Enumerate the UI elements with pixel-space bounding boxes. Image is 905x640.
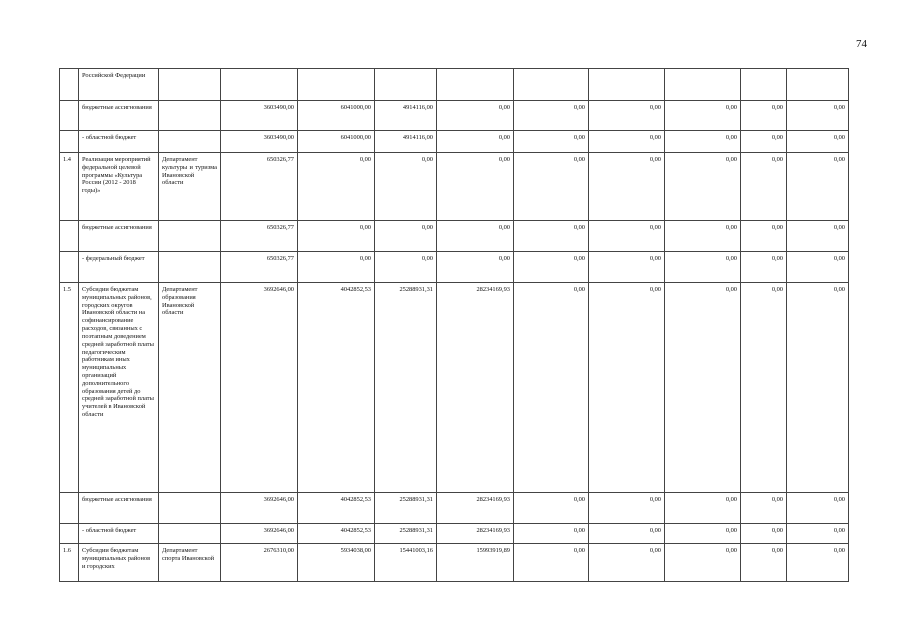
- amount-cell: 0,00: [741, 252, 787, 283]
- amount-cell: 25288931,31: [375, 524, 437, 544]
- amount-cell: 0,00: [665, 524, 741, 544]
- amount-cell: 0,00: [589, 131, 665, 153]
- amount-cell: 0,00: [665, 153, 741, 221]
- amount-cell: [298, 69, 375, 101]
- amount-cell: 650326,77: [221, 221, 298, 252]
- amount-cell: 0,00: [787, 524, 849, 544]
- amount-cell: 0,00: [665, 493, 741, 524]
- amount-cell: 0,00: [787, 101, 849, 131]
- amount-cell: 0,00: [298, 221, 375, 252]
- amount-cell: 0,00: [665, 221, 741, 252]
- table-body: [60, 69, 849, 582]
- activity-name-cell: Субсидии бюджетам муниципальных районов, городских округов Ивановской области на софинансирование расходов, связанных с поэтапным доведением средней заработной платы педагогическим работникам иных муниципальных организаций дополнительного образования детей до средней заработной платы учителей в Ивановской области: [79, 283, 159, 493]
- amount-cell: 15441003,16: [375, 544, 437, 582]
- amount-cell: 0,00: [589, 221, 665, 252]
- executor-cell: [159, 252, 221, 283]
- amount-cell: [665, 69, 741, 101]
- amount-cell: 0,00: [437, 252, 514, 283]
- amount-cell: [221, 69, 298, 101]
- amount-cell: 0,00: [298, 153, 375, 221]
- amount-cell: 0,00: [665, 252, 741, 283]
- amount-cell: 0,00: [741, 524, 787, 544]
- amount-cell: 3603490,00: [221, 101, 298, 131]
- amount-cell: 0,00: [589, 252, 665, 283]
- amount-cell: 3603490,00: [221, 131, 298, 153]
- amount-cell: [589, 69, 665, 101]
- amount-cell: 0,00: [741, 493, 787, 524]
- table-row: [60, 221, 849, 252]
- amount-cell: 0,00: [589, 153, 665, 221]
- amount-cell: 0,00: [514, 101, 589, 131]
- amount-cell: 0,00: [741, 221, 787, 252]
- amount-cell: 4042852,53: [298, 283, 375, 493]
- amount-cell: 0,00: [741, 544, 787, 582]
- amount-cell: 6041000,00: [298, 131, 375, 153]
- row-number-cell: [60, 493, 79, 524]
- row-number-cell: [60, 524, 79, 544]
- row-number-cell: 1.4: [60, 153, 79, 221]
- amount-cell: [741, 69, 787, 101]
- amount-cell: 0,00: [665, 101, 741, 131]
- activity-name-cell: бюджетные ассигнования: [79, 101, 159, 131]
- amount-cell: 2676310,00: [221, 544, 298, 582]
- activity-name-cell: - федеральный бюджет: [79, 252, 159, 283]
- amount-cell: 5934038,00: [298, 544, 375, 582]
- amount-cell: 0,00: [589, 524, 665, 544]
- activity-name-cell: - областной бюджет: [79, 524, 159, 544]
- amount-cell: [375, 69, 437, 101]
- amount-cell: 0,00: [375, 252, 437, 283]
- amount-cell: 0,00: [787, 283, 849, 493]
- amount-cell: 0,00: [437, 221, 514, 252]
- amount-cell: 650326,77: [221, 252, 298, 283]
- amount-cell: 6041000,00: [298, 101, 375, 131]
- row-number-cell: [60, 69, 79, 101]
- amount-cell: 0,00: [787, 153, 849, 221]
- executor-cell: Департамент культуры и туризма Ивановской области: [159, 153, 221, 221]
- amount-cell: [787, 69, 849, 101]
- amount-cell: 3692646,00: [221, 524, 298, 544]
- row-number-cell: [60, 131, 79, 153]
- amount-cell: 0,00: [787, 221, 849, 252]
- table-row: [60, 283, 849, 493]
- amount-cell: 0,00: [787, 252, 849, 283]
- amount-cell: [437, 69, 514, 101]
- executor-cell: [159, 524, 221, 544]
- table-row: [60, 153, 849, 221]
- amount-cell: 28234169,93: [437, 524, 514, 544]
- activity-name-cell: - областной бюджет: [79, 131, 159, 153]
- amount-cell: 0,00: [589, 493, 665, 524]
- row-number-cell: [60, 252, 79, 283]
- amount-cell: 0,00: [589, 544, 665, 582]
- amount-cell: 0,00: [514, 493, 589, 524]
- amount-cell: 0,00: [514, 252, 589, 283]
- row-number-cell: [60, 221, 79, 252]
- amount-cell: 0,00: [514, 544, 589, 582]
- amount-cell: 0,00: [665, 283, 741, 493]
- row-number-cell: 1.6: [60, 544, 79, 582]
- amount-cell: 0,00: [514, 153, 589, 221]
- amount-cell: 0,00: [787, 544, 849, 582]
- executor-cell: Департамент образования Ивановской области: [159, 283, 221, 493]
- budget-table: [59, 68, 849, 582]
- executor-cell: [159, 221, 221, 252]
- row-number-cell: 1.5: [60, 283, 79, 493]
- amount-cell: 0,00: [741, 283, 787, 493]
- activity-name-cell: бюджетные ассигнования: [79, 221, 159, 252]
- amount-cell: 0,00: [787, 493, 849, 524]
- amount-cell: 3692646,00: [221, 283, 298, 493]
- amount-cell: 0,00: [665, 131, 741, 153]
- activity-name-cell: Реализация мероприятий федеральной целевой программы «Культура России (2012 - 2018 годы)»: [79, 153, 159, 221]
- amount-cell: 4914116,00: [375, 101, 437, 131]
- amount-cell: 25288931,31: [375, 493, 437, 524]
- table-row: [60, 544, 849, 582]
- activity-name-cell: Российской Федерации: [79, 69, 159, 101]
- amount-cell: 0,00: [514, 283, 589, 493]
- amount-cell: 0,00: [514, 221, 589, 252]
- amount-cell: 4914116,00: [375, 131, 437, 153]
- amount-cell: 0,00: [787, 131, 849, 153]
- executor-cell: [159, 69, 221, 101]
- amount-cell: 28234169,93: [437, 283, 514, 493]
- amount-cell: 0,00: [589, 283, 665, 493]
- amount-cell: 0,00: [741, 131, 787, 153]
- amount-cell: 0,00: [741, 153, 787, 221]
- amount-cell: 3692646,00: [221, 493, 298, 524]
- amount-cell: 15993919,89: [437, 544, 514, 582]
- executor-cell: [159, 493, 221, 524]
- table-row: [60, 493, 849, 524]
- table-row: [60, 252, 849, 283]
- amount-cell: 28234169,93: [437, 493, 514, 524]
- amount-cell: [514, 69, 589, 101]
- amount-cell: 0,00: [437, 153, 514, 221]
- amount-cell: 0,00: [375, 153, 437, 221]
- table-row: [60, 69, 849, 101]
- amount-cell: 650326,77: [221, 153, 298, 221]
- activity-name-cell: Субсидии бюджетам муниципальных районов и городских: [79, 544, 159, 582]
- amount-cell: 25288931,31: [375, 283, 437, 493]
- amount-cell: 0,00: [298, 252, 375, 283]
- row-number-cell: [60, 101, 79, 131]
- page-number: 74: [856, 38, 867, 50]
- table-row: [60, 101, 849, 131]
- amount-cell: 4042852,53: [298, 524, 375, 544]
- table-row: [60, 131, 849, 153]
- amount-cell: 0,00: [665, 544, 741, 582]
- executor-cell: [159, 101, 221, 131]
- table-row: [60, 524, 849, 544]
- amount-cell: 0,00: [437, 101, 514, 131]
- activity-name-cell: бюджетные ассигнования: [79, 493, 159, 524]
- amount-cell: 0,00: [514, 524, 589, 544]
- amount-cell: 0,00: [514, 131, 589, 153]
- executor-cell: [159, 131, 221, 153]
- amount-cell: 0,00: [375, 221, 437, 252]
- amount-cell: 0,00: [589, 101, 665, 131]
- executor-cell: Департамент спорта Ивановской: [159, 544, 221, 582]
- amount-cell: 0,00: [437, 131, 514, 153]
- amount-cell: 4042852,53: [298, 493, 375, 524]
- amount-cell: 0,00: [741, 101, 787, 131]
